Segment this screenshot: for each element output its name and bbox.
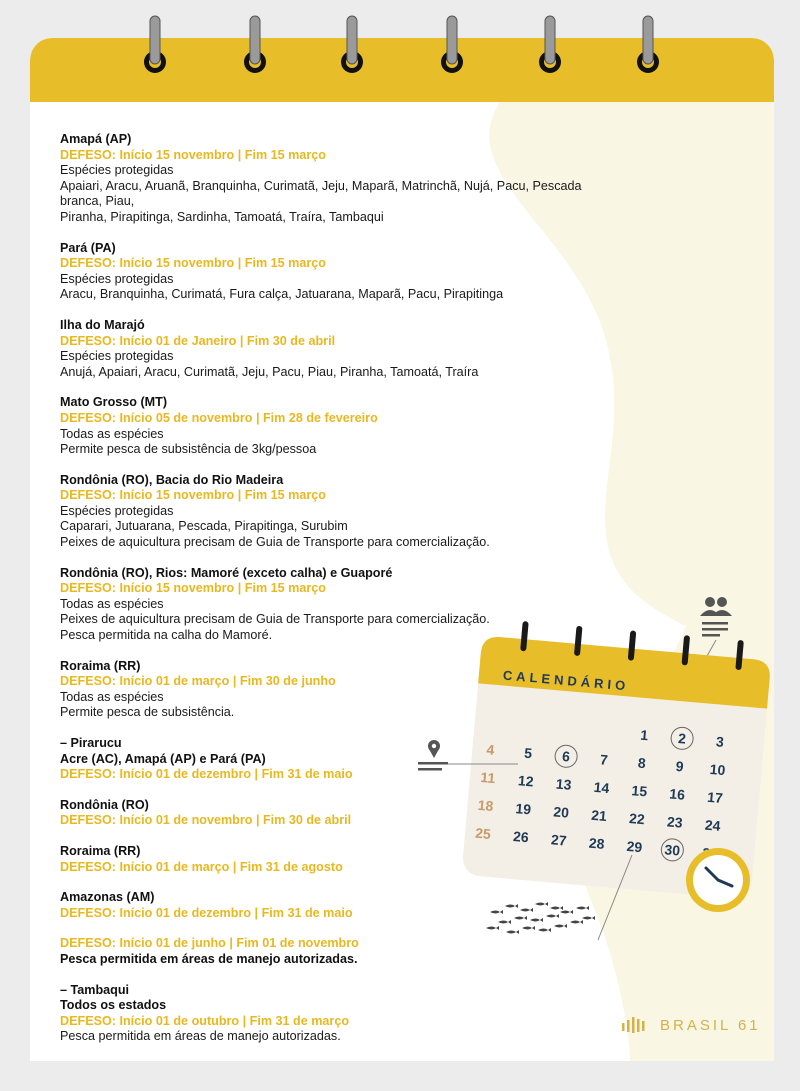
defeso-period: DEFESO: Início 01 de junho | Fim 01 de novembro	[60, 936, 359, 951]
block-line: Espécies protegidas	[60, 349, 174, 364]
calendar-day: 6	[561, 747, 571, 765]
fish-shape	[522, 926, 535, 930]
defeso-period: DEFESO: Início 15 novembro | Fim 15 março	[60, 581, 326, 596]
block-line: Peixes de aquicultura precisam de Guia de Transporte para comercialização.	[60, 535, 490, 550]
spiral-ring	[441, 16, 463, 73]
calendar-day: 19	[514, 800, 532, 818]
calendar-day: 30	[663, 841, 681, 859]
block-note: Pesca permitida em áreas de manejo autorizadas.	[60, 951, 358, 966]
fish-shape	[538, 928, 551, 932]
calendar-day: 22	[628, 810, 646, 828]
calendar-day: 8	[637, 754, 647, 772]
calendar-day: 9	[675, 757, 685, 775]
block-subtitle: Todos os estados	[60, 998, 167, 1013]
block-title: Roraima (RR)	[60, 658, 141, 673]
defeso-period: DEFESO: Início 01 de Janeiro | Fim 30 de abril	[60, 333, 336, 348]
defeso-period: DEFESO: Início 01 de novembro | Fim 30 de abril	[60, 813, 352, 828]
block-line: Aracu, Branquinha, Curimatá, Fura calça, Jatuarana, Maparã, Pacu, Pirapitinga	[60, 287, 504, 302]
fish-shape	[582, 916, 595, 920]
block-line: Todas as espécies	[60, 689, 164, 704]
state-block	[60, 395, 620, 457]
block-title: Ilha do Marajó	[60, 317, 145, 332]
fish-shape	[498, 920, 511, 924]
calendar-day: 28	[588, 834, 606, 852]
block-title: – Tambaqui	[60, 982, 130, 997]
people-icon	[700, 597, 732, 637]
block-line: Espécies protegidas	[60, 271, 174, 286]
calendar-day: 11	[479, 768, 497, 787]
block-line: Pesca permitida na calha do Mamoré.	[60, 628, 273, 643]
defeso-period: DEFESO: Início 01 de dezembro | Fim 31 de maio	[60, 767, 353, 782]
state-block	[60, 241, 620, 303]
block-title: Rondônia (RO)	[60, 797, 149, 812]
location-pin-icon	[418, 728, 448, 771]
block-line: Peixes de aquicultura precisam de Guia de Transporte para comercialização.	[60, 612, 490, 627]
block-line: Caparari, Jutuarana, Pescada, Pirapitinga, Surubim	[60, 519, 348, 534]
calendar-day: 29	[626, 837, 643, 856]
spiral-ring	[539, 16, 561, 73]
fish-shape	[506, 930, 519, 934]
defeso-period: DEFESO: Início 05 de novembro | Fim 28 de fevereiro	[60, 410, 378, 425]
block-title: Rondônia (RO), Bacia do Rio Madeira	[60, 472, 284, 487]
calendar-day: 18	[477, 796, 494, 815]
block-line: Pesca permitida em áreas de manejo autorizadas.	[60, 1029, 341, 1044]
fish-shape	[535, 902, 548, 906]
fish-shape	[546, 914, 559, 918]
block-title: Amapá (AP)	[60, 132, 132, 146]
fish-shape	[560, 910, 573, 914]
fish-shape	[550, 906, 563, 910]
defeso-period: DEFESO: Início 15 novembro | Fim 15 março	[60, 488, 326, 503]
calendar-day: 3	[715, 733, 725, 750]
defeso-period: DEFESO: Início 15 novembro | Fim 15 março	[60, 147, 326, 162]
fish-shape	[570, 920, 583, 924]
block-title: – Pirarucu	[60, 736, 122, 750]
calendar-day: 25	[474, 824, 492, 842]
block-subtitle: Acre (AC), Amapá (AP) e Pará (PA)	[60, 751, 266, 766]
fish-school-icon	[486, 902, 595, 934]
fish-shape	[554, 924, 567, 928]
block-line: Piranha, Pirapitinga, Sardinha, Tamoatá, Traíra, Tambaqui	[60, 209, 384, 224]
fish-shape	[505, 904, 518, 908]
calendar-day: 12	[517, 772, 535, 790]
calendar-day: 14	[593, 778, 610, 797]
state-block	[60, 318, 620, 380]
calendar-day: 16	[668, 785, 686, 803]
spiral-ring	[637, 16, 659, 73]
block-line: Permite pesca de subsistência de 3kg/pessoa	[60, 442, 317, 457]
calendar-day: 26	[512, 828, 530, 846]
defeso-period: DEFESO: Início 01 de março | Fim 30 de junho	[60, 674, 336, 689]
block-line: Espécies protegidas	[60, 163, 174, 178]
calendar-day: 7	[599, 751, 609, 768]
calendar-day: 4	[485, 741, 495, 758]
calendar-label: CALENDÁRIO	[502, 667, 630, 694]
brand-logo	[622, 1015, 761, 1035]
calendar-day: 13	[555, 775, 573, 793]
fish-shape	[486, 926, 499, 930]
state-block	[60, 473, 620, 551]
spiral-ring	[144, 16, 166, 73]
block-title: Pará (PA)	[60, 240, 116, 255]
block-title: Mato Grosso (MT)	[60, 395, 168, 410]
spiral-ring	[244, 16, 266, 73]
block-title: Roraima (RR)	[60, 843, 141, 858]
calendar-day: 1	[639, 726, 649, 744]
brand-name: BRASIL 61	[660, 1016, 761, 1034]
fish-shape	[530, 918, 543, 922]
block-line: Todas as espécies	[60, 596, 164, 611]
calendar-day: 15	[630, 782, 648, 800]
calendar-day: 2	[677, 730, 687, 747]
spiral-binding	[0, 0, 800, 100]
block-line: Apaiari, Aracu, Aruanã, Branquinha, Curimatã, Jeju, Maparã, Matrinchã, Nujá, Pacu, Pescada branca, Piau,	[60, 178, 582, 209]
spiral-ring	[341, 16, 363, 73]
fish-shape	[520, 908, 533, 912]
fish-shape	[514, 916, 527, 920]
calendar-day: 17	[706, 788, 724, 807]
defeso-period: DEFESO: Início 01 de dezembro | Fim 31 de maio	[60, 905, 353, 920]
sound-bars-icon	[622, 1015, 650, 1035]
fish-shape	[576, 906, 589, 910]
block-line: Todas as espécies	[60, 426, 164, 441]
defeso-period: DEFESO: Início 01 de outubro | Fim 31 de março	[60, 1013, 350, 1028]
state-block	[60, 132, 620, 226]
defeso-period: DEFESO: Início 01 de março | Fim 31 de agosto	[60, 859, 343, 874]
block-line: Anujá, Apaiari, Aracu, Curimatã, Jeju, Pacu, Piau, Piranha, Tamoatá, Traíra	[60, 364, 479, 379]
calendar-day: 10	[709, 760, 726, 779]
calendar-day: 23	[666, 813, 684, 831]
block-line: Permite pesca de subsistência.	[60, 705, 235, 720]
block-title: Rondônia (RO), Rios: Mamoré (exceto calha) e Guaporé	[60, 565, 393, 580]
fish-shape	[490, 910, 503, 914]
state-block	[60, 983, 620, 1045]
calendar-illustration	[410, 590, 800, 950]
defeso-period: DEFESO: Início 15 novembro | Fim 15 março	[60, 256, 326, 271]
block-line: Espécies protegidas	[60, 503, 174, 518]
block-title: Amazonas (AM)	[60, 890, 155, 905]
calendar-day: 5	[523, 744, 533, 762]
clock-icon	[686, 848, 750, 912]
calendar-day: 21	[590, 806, 608, 825]
calendar-day: 27	[550, 831, 568, 849]
calendar-day: 20	[552, 803, 570, 821]
calendar-day: 24	[704, 816, 722, 834]
